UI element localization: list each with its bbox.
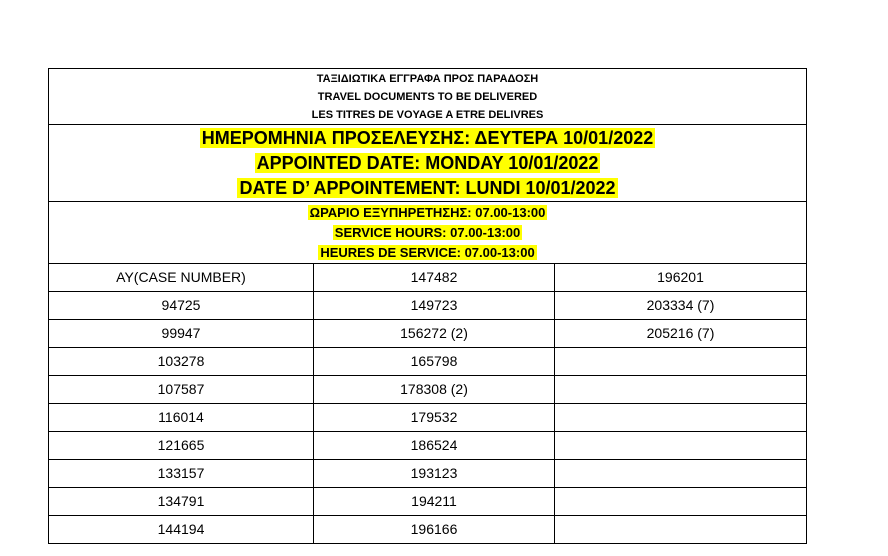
service-hours-english: SERVICE HOURS: 07.00-13:00 (334, 224, 521, 240)
documents-title-english: TRAVEL DOCUMENTS TO BE DELIVERED (317, 90, 538, 103)
case-number-cell (555, 488, 807, 516)
date-header-cell (49, 125, 807, 202)
travel-documents-table (48, 68, 807, 544)
case-number-cell: 165798 (314, 348, 555, 376)
case-number-cell (555, 404, 807, 432)
hours-header-cell (49, 202, 807, 264)
case-number-cell: 99947 (49, 320, 314, 348)
case-number-cell (555, 432, 807, 460)
case-number-cell: 121665 (49, 432, 314, 460)
table-row (49, 488, 807, 516)
documents-header-cell (49, 69, 807, 125)
table-row (49, 264, 807, 292)
case-number-cell: 203334 (7) (555, 292, 807, 320)
date-header-row (49, 125, 807, 202)
case-number-cell: 116014 (49, 404, 314, 432)
case-number-cell: 205216 (7) (555, 320, 807, 348)
table-row (49, 516, 807, 544)
case-number-cell: 133157 (49, 460, 314, 488)
case-number-cell: 147482 (314, 264, 555, 292)
case-number-cell: AY(CASE NUMBER) (49, 264, 314, 292)
case-number-cell: 186524 (314, 432, 555, 460)
case-number-cell: 196166 (314, 516, 555, 544)
table-row (49, 320, 807, 348)
case-number-cell: 179532 (314, 404, 555, 432)
table-row (49, 376, 807, 404)
table-row (49, 460, 807, 488)
case-number-cell: 178308 (2) (314, 376, 555, 404)
table-row (49, 404, 807, 432)
table-row (49, 432, 807, 460)
case-number-cell (555, 460, 807, 488)
appointed-date-english: APPOINTED DATE: MONDAY 10/01/2022 (256, 152, 599, 173)
case-number-cell: 107587 (49, 376, 314, 404)
case-number-cell: 193123 (314, 460, 555, 488)
documents-header-row (49, 69, 807, 125)
appointed-date-greek: ΗΜΕΡΟΜΗΝΙΑ ΠΡΟΣΕΛΕΥΣΗΣ: ΔΕΥΤΕΡΑ 10/01/2022 (201, 127, 654, 148)
case-number-cell: 194211 (314, 488, 555, 516)
case-number-cell (555, 376, 807, 404)
case-number-cell: 103278 (49, 348, 314, 376)
case-number-cell: 134791 (49, 488, 314, 516)
case-number-cell (555, 348, 807, 376)
case-number-cell: 94725 (49, 292, 314, 320)
service-hours-french: HEURES DE SERVICE: 07.00-13:00 (320, 244, 535, 260)
service-hours-greek: ΩΡΑΡΙΟ ΕΞΥΠΗΡΕΤΗΣΗΣ: 07.00-13:00 (309, 204, 546, 220)
table-row (49, 292, 807, 320)
appointed-date-french: DATE D’ APPOINTEMENT: LUNDI 10/01/2022 (239, 177, 616, 198)
case-number-cell (555, 516, 807, 544)
case-number-cell: 144194 (49, 516, 314, 544)
documents-title-french: LES TITRES DE VOYAGE A ETRE DELIVRES (311, 108, 544, 121)
case-number-cell: 149723 (314, 292, 555, 320)
case-number-cell: 196201 (555, 264, 807, 292)
hours-header-row (49, 202, 807, 264)
documents-title-greek: ΤΑΞΙΔΙΩΤΙΚΑ ΕΓΓΡΑΦΑ ΠΡΟΣ ΠΑΡΑΔΟΣΗ (316, 72, 539, 85)
table-row (49, 348, 807, 376)
case-number-cell: 156272 (2) (314, 320, 555, 348)
